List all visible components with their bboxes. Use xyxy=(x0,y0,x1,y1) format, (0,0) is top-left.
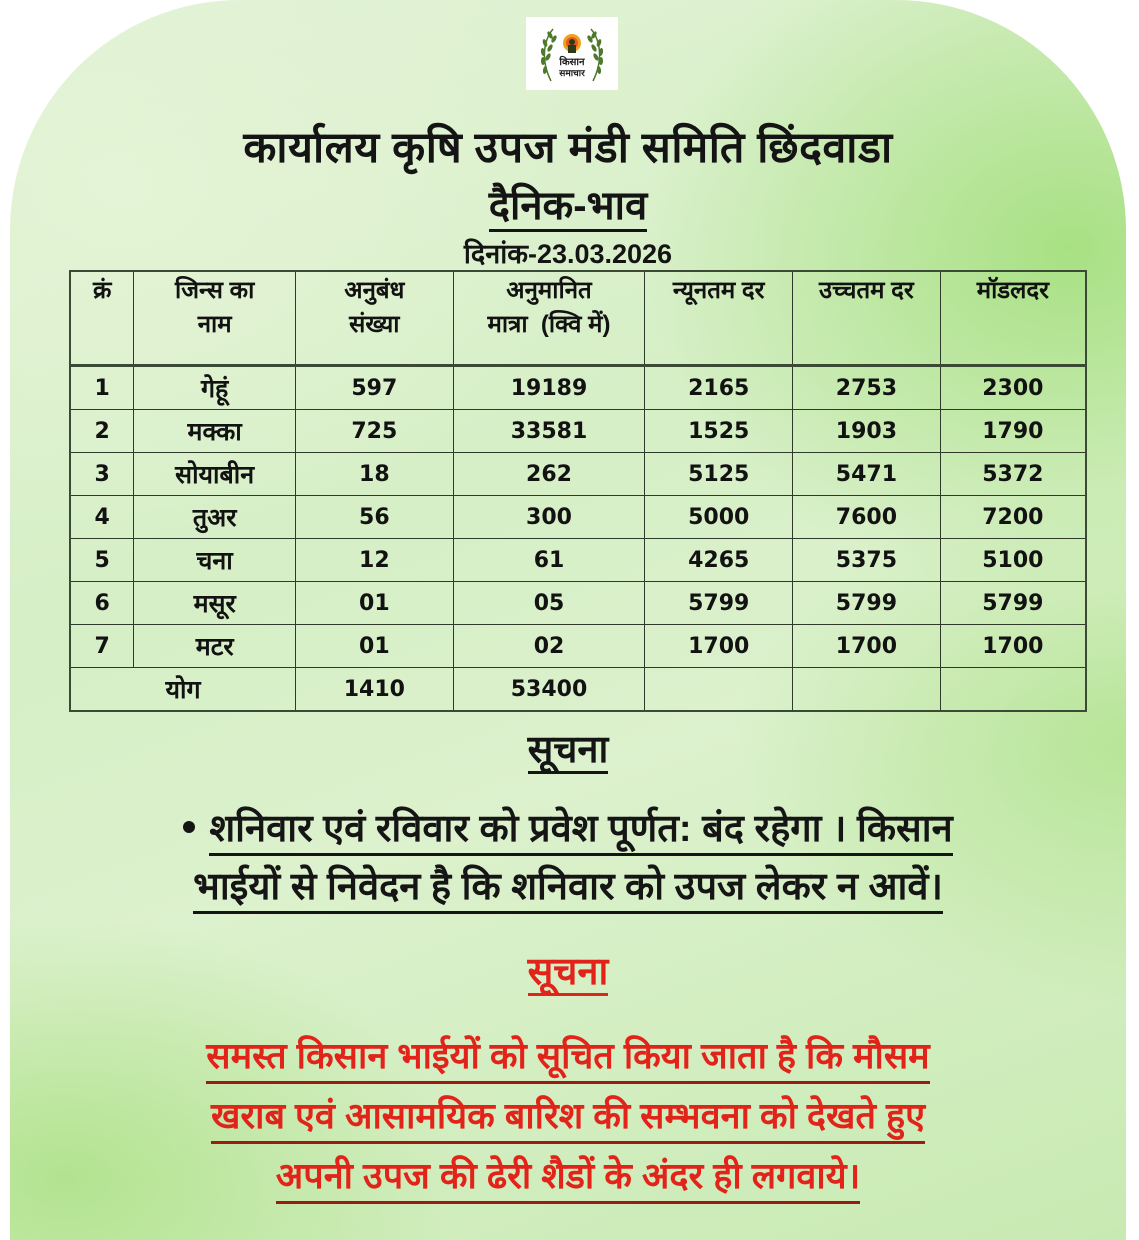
cell-modal-rate: 2300 xyxy=(940,366,1086,410)
table-row xyxy=(70,625,1086,668)
cell-max-rate: 7600 xyxy=(793,496,941,539)
weather-notice-line: खराब एवं आसामयिक बारिश की सम्भवना को देखते हुए xyxy=(211,1091,925,1144)
cell-modal-rate: 5372 xyxy=(940,453,1086,496)
cell-quantity: 33581 xyxy=(453,410,645,453)
cell-commodity: तुअर xyxy=(134,496,296,539)
notice-heading xyxy=(10,722,1126,774)
cell-min-rate: 1525 xyxy=(645,410,793,453)
weather-notice-line: समस्त किसान भाईयों को सूचित किया जाता है कि मौसम xyxy=(206,1031,929,1084)
cell-commodity: मक्का xyxy=(134,410,296,453)
weather-notice xyxy=(10,1026,1126,1206)
cell-quantity: 02 xyxy=(453,625,645,668)
cell-quantity: 262 xyxy=(453,453,645,496)
cell-min-rate: 5799 xyxy=(645,582,793,625)
cell-commodity: सोयाबीन xyxy=(134,453,296,496)
office-title: कार्यालय कृषि उपज मंडी समिति छिंदवाडा xyxy=(243,124,893,172)
cell-quantity: 05 xyxy=(453,582,645,625)
cell-total-quantity: 53400 xyxy=(453,668,645,712)
cell-empty xyxy=(940,668,1086,712)
svg-text:किसान: किसान xyxy=(559,56,585,68)
cell-sno: 6 xyxy=(70,582,134,625)
header-max-rate: उच्चतम दर xyxy=(793,271,941,366)
cell-quantity: 61 xyxy=(453,539,645,582)
cell-empty xyxy=(793,668,941,712)
cell-contracts: 01 xyxy=(296,582,454,625)
date-text: दिनांक-23.03.2026 xyxy=(464,239,672,272)
cell-commodity: चना xyxy=(134,539,296,582)
cell-modal-rate: 1700 xyxy=(940,625,1086,668)
table-total-row xyxy=(70,668,1086,712)
header-contracts: अनुबंध संख्या xyxy=(296,271,454,366)
cell-sno: 4 xyxy=(70,496,134,539)
cell-contracts: 18 xyxy=(296,453,454,496)
notice-line: शनिवार एवं रविवार को प्रवेश पूर्णत: बंद रहेगा । किसान xyxy=(209,805,952,856)
cell-min-rate: 5125 xyxy=(645,453,793,496)
cell-modal-rate: 5799 xyxy=(940,582,1086,625)
cell-quantity: 19189 xyxy=(453,366,645,410)
cell-sno: 1 xyxy=(70,366,134,410)
wheat-emblem-icon xyxy=(533,21,611,87)
header-commodity: जिन्स का नाम xyxy=(134,271,296,366)
cell-max-rate: 5799 xyxy=(793,582,941,625)
cell-commodity: मसूर xyxy=(134,582,296,625)
cell-max-rate: 2753 xyxy=(793,366,941,410)
cell-min-rate: 5000 xyxy=(645,496,793,539)
table-row xyxy=(70,582,1086,625)
cell-min-rate: 2165 xyxy=(645,366,793,410)
weather-notice-line: अपनी उपज की ढेरी शैडों के अंदर ही लगवाये। xyxy=(276,1151,860,1204)
cell-max-rate: 1903 xyxy=(793,410,941,453)
page-subtitle xyxy=(10,176,1126,231)
kisan-samachar-logo xyxy=(526,17,618,90)
cell-sno: 2 xyxy=(70,410,134,453)
cell-contracts: 01 xyxy=(296,625,454,668)
cell-total-contracts: 1410 xyxy=(296,668,454,712)
notice-heading-text: सूचना xyxy=(528,729,609,774)
cell-empty xyxy=(645,668,793,712)
cell-quantity: 300 xyxy=(453,496,645,539)
cell-commodity: मटर xyxy=(134,625,296,668)
cell-contracts: 597 xyxy=(296,366,454,410)
notice-line: भाईयों से निवेदन है कि शनिवार को उपज लेकर न आवें। xyxy=(193,863,943,914)
cell-max-rate: 5375 xyxy=(793,539,941,582)
date-label xyxy=(10,234,1126,271)
table-row xyxy=(70,410,1086,453)
cell-contracts: 725 xyxy=(296,410,454,453)
header-serial: क्रं xyxy=(70,271,134,366)
table-row xyxy=(70,539,1086,582)
subtitle-text: दैनिक-भाव xyxy=(489,184,648,232)
cell-modal-rate: 7200 xyxy=(940,496,1086,539)
cell-sno: 7 xyxy=(70,625,134,668)
table-row xyxy=(70,496,1086,539)
svg-text:समाचार: समाचार xyxy=(559,67,585,78)
cell-modal-rate: 1790 xyxy=(940,410,1086,453)
weekend-closure-notice xyxy=(10,800,1126,916)
weather-notice-heading xyxy=(10,944,1126,996)
cell-contracts: 12 xyxy=(296,539,454,582)
cell-total-label: योग xyxy=(70,668,296,712)
daily-rates-table xyxy=(69,270,1087,712)
table-row xyxy=(70,366,1086,410)
cell-min-rate: 4265 xyxy=(645,539,793,582)
cell-sno: 3 xyxy=(70,453,134,496)
header-modal-rate: मॉडलदर xyxy=(940,271,1086,366)
header-min-rate: न्यूनतम दर xyxy=(645,271,793,366)
cell-commodity: गेहूं xyxy=(134,366,296,410)
cell-min-rate: 1700 xyxy=(645,625,793,668)
bullet-icon xyxy=(183,821,195,833)
header-quantity: अनुमानित मात्रा (क्वि में) xyxy=(453,271,645,366)
table-row xyxy=(70,453,1086,496)
cell-max-rate: 1700 xyxy=(793,625,941,668)
cell-max-rate: 5471 xyxy=(793,453,941,496)
notice-board xyxy=(10,0,1126,1240)
cell-sno: 5 xyxy=(70,539,134,582)
cell-contracts: 56 xyxy=(296,496,454,539)
weather-notice-heading-text: सूचना xyxy=(528,951,609,996)
cell-modal-rate: 5100 xyxy=(940,539,1086,582)
table-header-row xyxy=(70,271,1086,366)
